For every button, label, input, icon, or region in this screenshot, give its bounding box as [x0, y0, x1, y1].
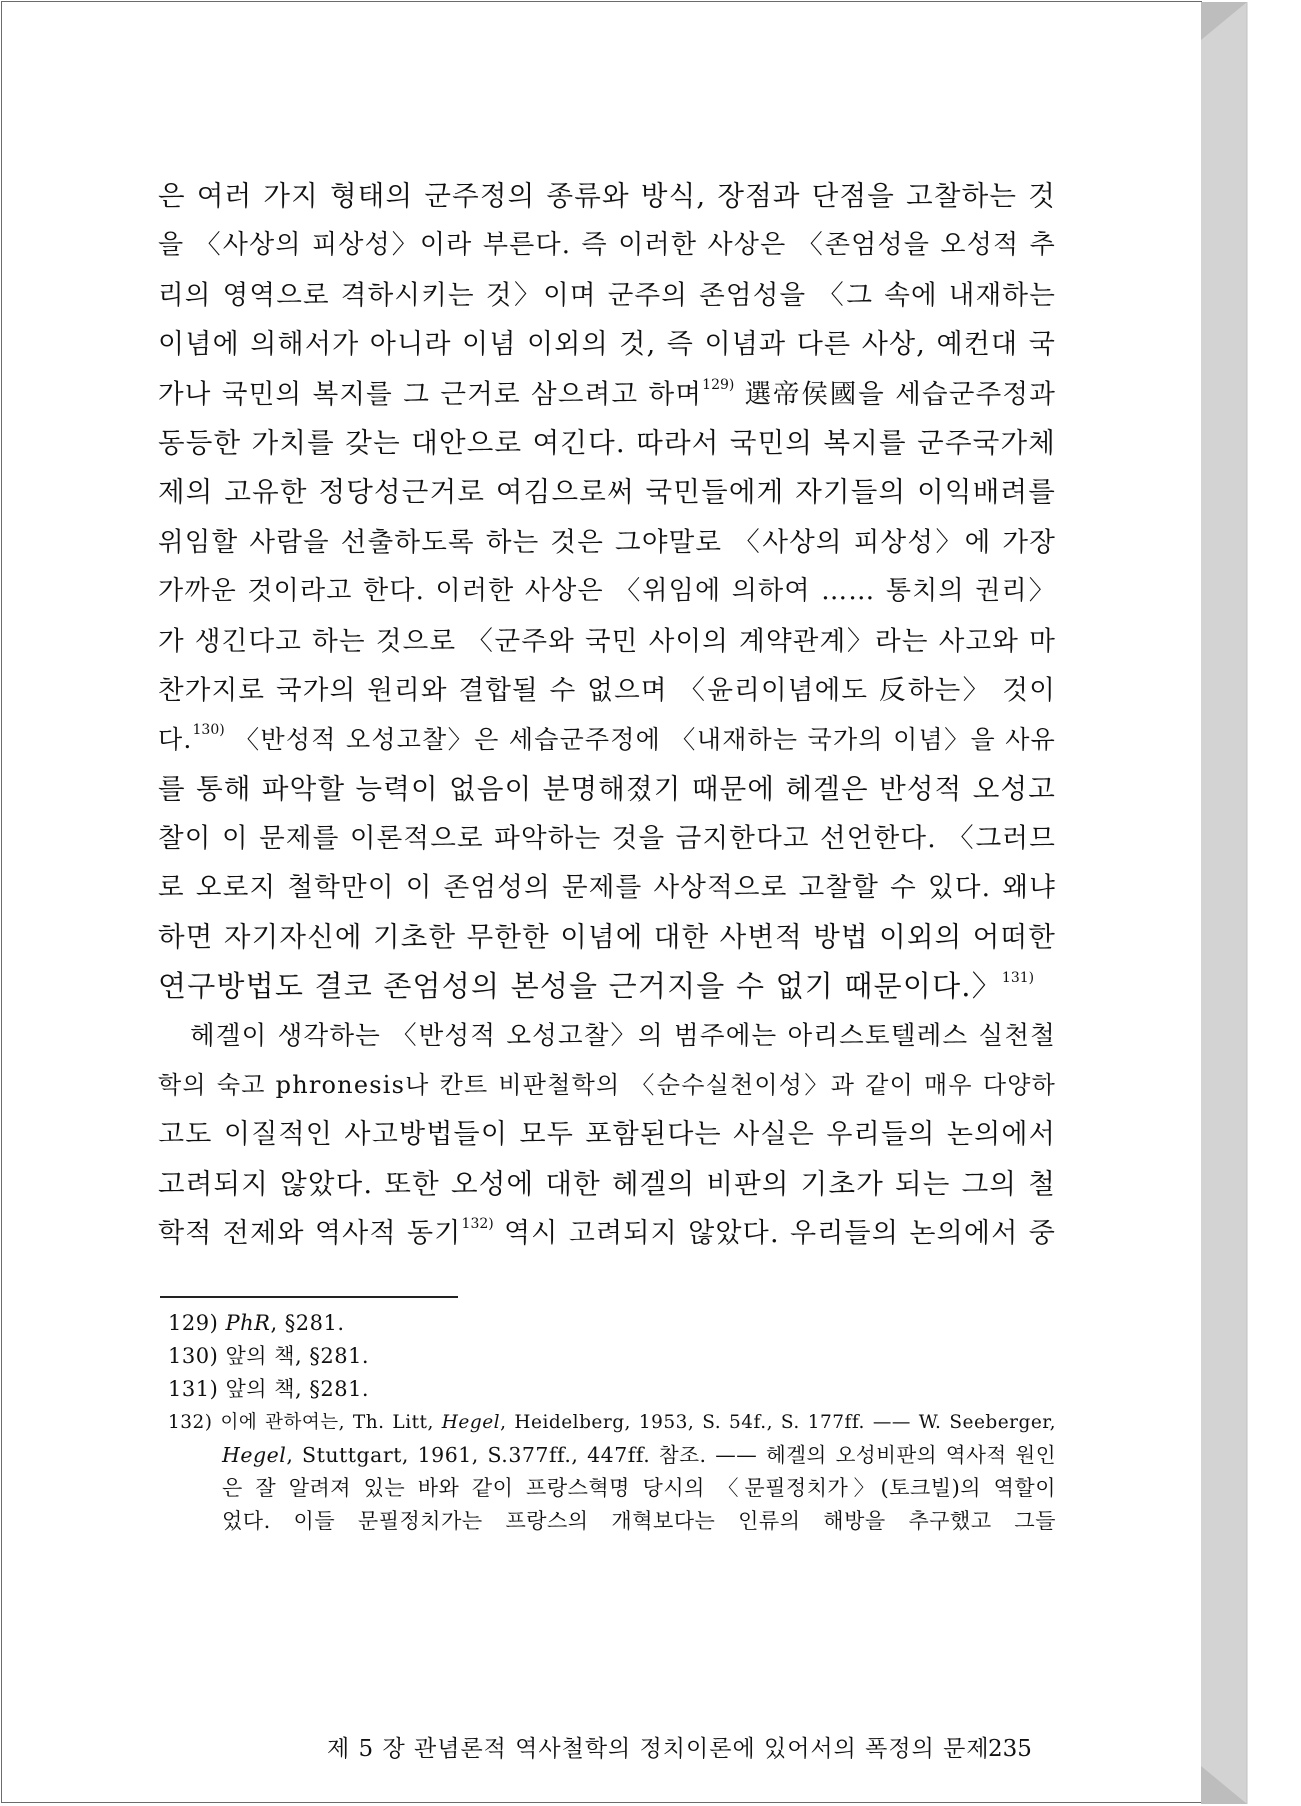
body-line [158, 715, 1056, 764]
body-line: 하면 자기자신에 기초한 무한한 이념에 대한 사변적 방법 이외의 어떠한 [158, 920, 1056, 953]
body-line: 를 통해 파악할 능력이 없음이 분명해졌기 때문에 헤겔은 반성적 오성고 [158, 772, 1056, 805]
body-line: 찰이 이 문제를 이론적으로 파악하는 것을 금지한다고 선언한다. 〈그러므 [158, 823, 1056, 855]
body-line [158, 1209, 1056, 1258]
footnote-divider [160, 1296, 458, 1298]
body-line [158, 962, 1056, 1011]
body-line: 제의 고유한 정당성근거로 여김으로써 국민들에게 자기들의 이익배려를 [158, 476, 1056, 509]
footnote-number: 132) [168, 1412, 213, 1433]
body-line: 이념에 의해서가 아니라 이념 이외의 것, 즉 이념과 다른 사상, 예컨대 국 [158, 329, 1056, 361]
body-line: 고려되지 않았다. 또한 오성에 대한 헤겔의 비판의 기초가 되는 그의 철 [158, 1167, 1056, 1200]
footnote-ref-129[interactable]: 129) [702, 376, 735, 393]
running-footer-title: 제 5 장 관념론적 역사철학의 정치이론에 있어서의 폭정의 문제 [327, 1736, 990, 1762]
body-line: 학의 숙고 phronesis나 칸트 비판철학의 〈순수실천이성〉과 같이 매우 다양하 [158, 1071, 1056, 1100]
footnote-132-line: 었다. 이들 문필정치가는 프랑스의 개혁보다는 인류의 해방을 추구했고 그들 [222, 1509, 1056, 1533]
footnote-title: Hegel [441, 1412, 501, 1433]
footnote-129 [168, 1307, 1056, 1340]
body-line-text: 연구방법도 결코 존엄성의 본성을 근거지을 수 없기 때문이다.〉 [158, 969, 1002, 1004]
footnote-132 [168, 1406, 1056, 1439]
footnote-131 [168, 1373, 1056, 1406]
footnote-number: 129) [168, 1311, 219, 1335]
footnotes [168, 1307, 1056, 1538]
body-line: 고도 이질적인 사고방법들이 모두 포함된다는 사실은 우리들의 논의에서 [158, 1119, 1056, 1151]
footnote-ref-131[interactable]: 131) [1001, 970, 1035, 987]
footnote-text: 앞의 책, §281. [225, 1344, 370, 1368]
body-line: 리의 영역으로 격하시키는 것〉이며 군주의 존엄성을 〈그 속에 내재하는 [158, 279, 1056, 311]
footnote-130 [168, 1340, 1056, 1373]
body-line: 가 생긴다고 하는 것으로 〈군주와 국민 사이의 계약관계〉라는 사고와 마 [158, 625, 1056, 657]
footnote-ref-130[interactable]: 130) [192, 722, 225, 739]
footnote-text: 앞의 책, §281. [225, 1377, 370, 1401]
body-line: 찬가지로 국가의 원리와 결합될 수 없으며 〈윤리이념에도 反하는〉 것이 [158, 674, 1056, 706]
body-line-text: 학적 전제와 역사적 동기 [158, 1218, 462, 1250]
body-line: 가까운 것이라고 한다. 이러한 사상은 〈위임에 의하여 …… 통치의 권리〉 [158, 576, 1056, 607]
footnote-number: 131) [168, 1377, 219, 1401]
body-line-text: 역시 고려되지 않았다. 우리들의 논의에서 중 [493, 1218, 1056, 1250]
body-line: 로 오로지 철학만이 이 존엄성의 문제를 사상적으로 고찰할 수 있다. 왜냐 [158, 872, 1056, 904]
body-line: 동등한 가치를 갖는 대안으로 여긴다. 따라서 국민의 복지를 군주국가체 [158, 426, 1056, 459]
footnote-title: Hegel [222, 1443, 287, 1467]
footnote-title: PhR [225, 1311, 271, 1335]
body-text [158, 172, 1056, 1259]
footnote-132-line: 은 잘 알려져 있는 바와 같이 프랑스혁명 당시의 〈문필정치가〉(토크빌)의 역할이 [222, 1476, 1056, 1500]
body-line-text: 가나 국민의 복지를 그 근거로 삼으려고 하며 [158, 378, 703, 410]
body-line: 위임할 사람을 선출하도록 하는 것은 그야말로 〈사상의 피상성〉에 가장 [158, 526, 1056, 558]
body-line: 은 여러 가지 형태의 군주정의 종류와 방식, 장점과 단점을 고찰하는 것 [158, 180, 1056, 212]
footnote-text: , §281. [270, 1311, 345, 1335]
footnote-text: 이에 관하여는, Th. Litt, [220, 1412, 442, 1433]
body-line-text: 選帝侯國을 세습군주정과 [734, 378, 1057, 410]
footnote-ref-132[interactable]: 132) [461, 1216, 494, 1233]
footnote-number: 130) [168, 1344, 219, 1368]
body-line [158, 370, 1056, 419]
body-line: 을 〈사상의 피상성〉이라 부른다. 즉 이러한 사상은 〈존엄성을 오성적 추 [158, 230, 1056, 261]
book-edge-shadow [1195, 0, 1301, 1806]
body-line-text: 〈반성적 오성고찰〉은 세습군주정에 〈내재하는 국가의 이념〉을 사유 [224, 725, 1056, 755]
footnote-text: , Stuttgart, 1961, S.377ff., 447ff. 참조. —— 헤겔의 오성비판의 역사적 원인 [286, 1443, 1056, 1467]
footnote-text: , Heidelberg, 1953, S. 54f., S. 177ff. —— W. Seeberger, [500, 1412, 1057, 1433]
footnote-132-line [168, 1439, 1056, 1472]
body-line-text: 다. [158, 725, 193, 755]
body-line: 헤겔이 생각하는 〈반성적 오성고찰〉의 범주에는 아리스토텔레스 실천철 [190, 1020, 1056, 1051]
page-number: 235 [988, 1736, 1032, 1762]
